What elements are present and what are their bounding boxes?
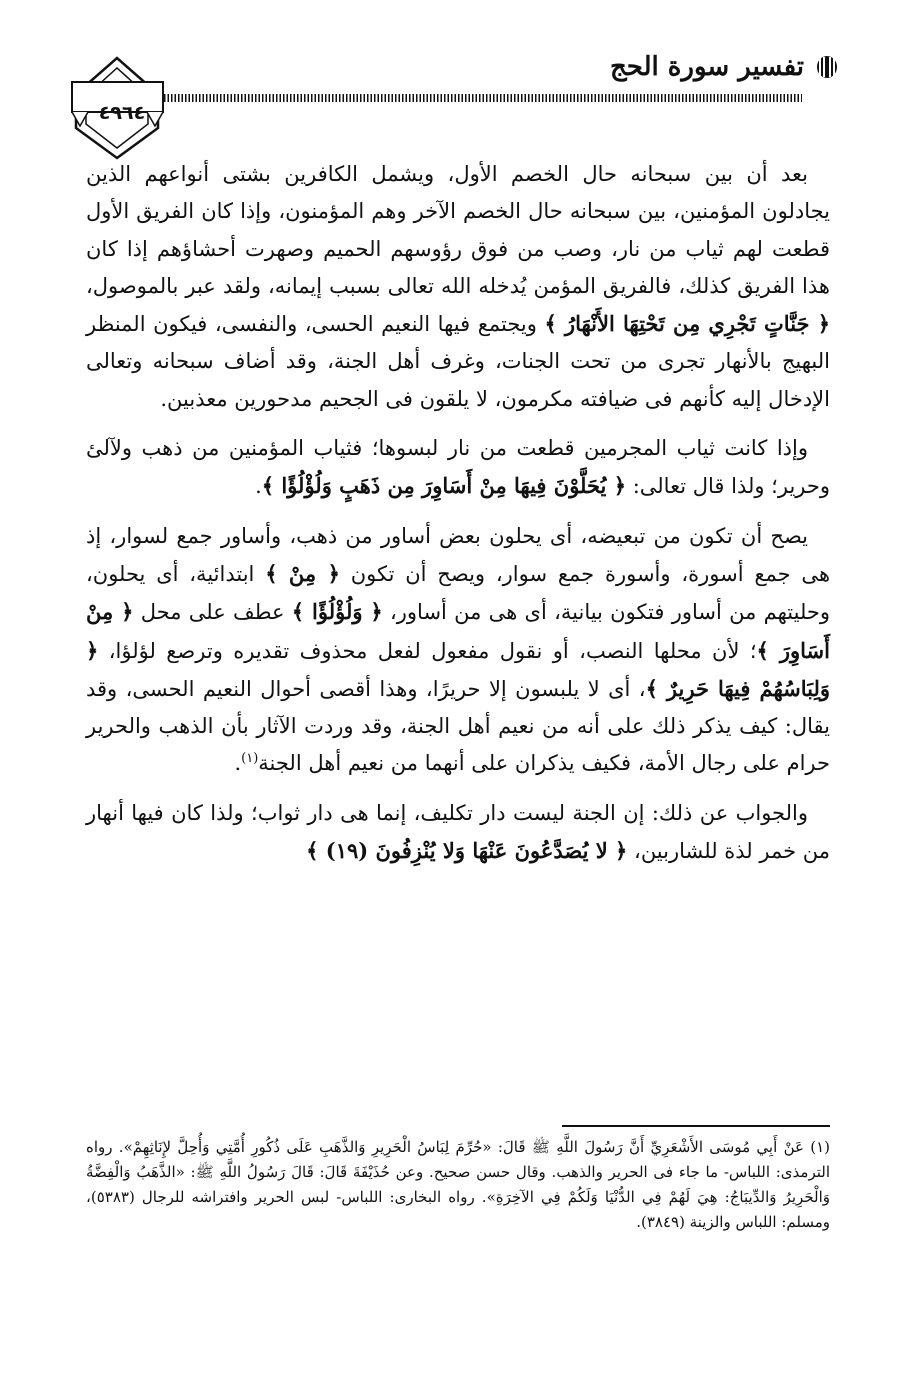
text-segment: عطف على محل [133,600,292,625]
ornament-icon [814,54,840,80]
text-segment: ويجتمع فيها النعيم الحسى، والنفسى، فيكون المنظر البهيج بالأنهار تجرى من تحت الجنات، وغرف أهل الجنة، وقد أضاف سبحانه وتعالى الإدخال إليه كأنهم فى ضيافته مكرمون، لا يلقون فى الجحيم مدحورين معذبين. [86,312,830,411]
paragraph [86,518,830,783]
text-segment: بعد أن بين سبحانه حال الخصم الأول، ويشمل الكافرين بشتى أنواعهم الذين يجادلون المؤمنين، بين سبحانه حال الخصم الآخر وهم المؤمنون، وإذا كان الفريق الأول قطعت لهم ثياب من نار، وصب من فوق رؤوسهم الحميم وصهرت أحشاؤهم إذا كان هذا الفريق كذلك، فالفريق المؤمن يُدخله الله تعالى بسبب إيمانه، ولقد عبر بالموصول، [86,162,830,298]
footnotes [86,1135,830,1235]
quran-verse: ﴿ يُحَلَّوْنَ فِيهَا مِنْ أَسَاوِرَ مِن ذَهَبٍ وَلُؤْلُؤًا ﴾ [261,473,627,499]
quran-verse: ﴿ وَلِبَاسُهُمْ فِيهَا حَرِيرٌ ﴾ [86,637,831,701]
header-dotted-rule [80,94,802,102]
quran-verse: ﴿ جَنَّاتٍ تَجْرِي مِن تَحْتِهَا الأَنْهَارُ ﴾ [544,311,830,337]
text-segment: يصح أن تكون من تبعيضه، أى يحلون بعض أساور من ذهب، وأساور جمع لسوار، إذ هى جمع أسورة، وأسورة جمع سوار، ويصح أن تكون [86,523,831,586]
text-segment: . [255,474,262,499]
paragraph [86,156,830,418]
footnote-item: (١) عَنْ أَبِي مُوسَى الأَشْعَرِيِّ أَنَّ رَسُولَ اللَّهِ ﷺ قَالَ: «حُرِّمَ لِبَاسُ الْحَرِيرِ وَالذَّهَبِ عَلَى ذُكُورِ أُمَّتِي وَأُحِلَّ لإِنَاثِهِمْ». رواه الترمذى: اللباس- ما جاء فى الحرير والذهب. وقال حسن صحيح. وعن حُذَيْفَةَ قَالَ: قَالَ رَسُولُ اللَّهِ ﷺ: «الذَّهَبُ وَالْفِضَّةُ وَالْحَرِيرُ وَالدِّيبَاجُ: هِيَ لَهُمْ فِي الدُّنْيَا وَلَكُمْ فِي الآخِرَةِ». رواه البخارى: اللباس- لبس الحرير وافتراشه للرجال (٥٣٨٣)، ومسلم: اللباس والزينة (٣٨٤٩). [86,1138,830,1231]
quran-verse: ﴿ مِنْ أَسَاوِرَ ﴾ [86,599,830,663]
page-badge-ornament [70,54,165,160]
footnote-separator [562,1125,830,1127]
quran-verse: ﴿ وَلُؤْلُؤًا ﴾ [291,599,383,625]
quran-verse: ﴿ مِنْ ﴾ [265,560,340,586]
text-segment: ، أى لا يلبسون إلا حريرًا، وهذا أقصى أحوال النعيم الحسى، وقد يقال: كيف يذكر ذلك على أنه من نعيم أهل الجنة، وقد وردت الآثار بأن الذهب والحرير حرام على رجال الأمة، فكيف يذكران على أنهما من نعيم أهل الجنة [86,676,830,776]
page-number: ٤٩٦٤ [98,102,146,124]
paragraph [86,795,830,871]
chapter-title: تفسير سورة الحج [610,52,804,82]
quran-verse: ﴿ لا يُصَدَّعُونَ عَنْهَا وَلا يُنْزِفُونَ (١٩) ﴾ [306,838,628,864]
text-segment: . [234,751,242,776]
footnote-reference: (١) [241,751,259,767]
text-segment: ؛ لأن محلها النصب، أو نقول مفعول لفعل محذوف تقديره وترصع لؤلؤا، [98,638,757,663]
page-header [70,28,840,148]
running-header [420,52,840,82]
text-segment: والجواب عن ذلك: إن الجنة ليست دار تكليف، إنما هى دار ثواب؛ ولذا كان فيها أنهار من خمر لذة للشاربين، [86,800,830,864]
main-text [86,156,830,882]
text-segment: وإذا كانت ثياب المجرمين قطعت من نار لبسوها؛ فثياب المؤمنين من ذهب ولآلئ وحرير؛ ولذا قال تعالى: [86,436,830,499]
text-segment: ابتدائية، أى يحلون، وحليتهم من أساور فتكون بيانية، أى هى من أساور، [86,561,831,625]
paragraph [86,430,830,506]
